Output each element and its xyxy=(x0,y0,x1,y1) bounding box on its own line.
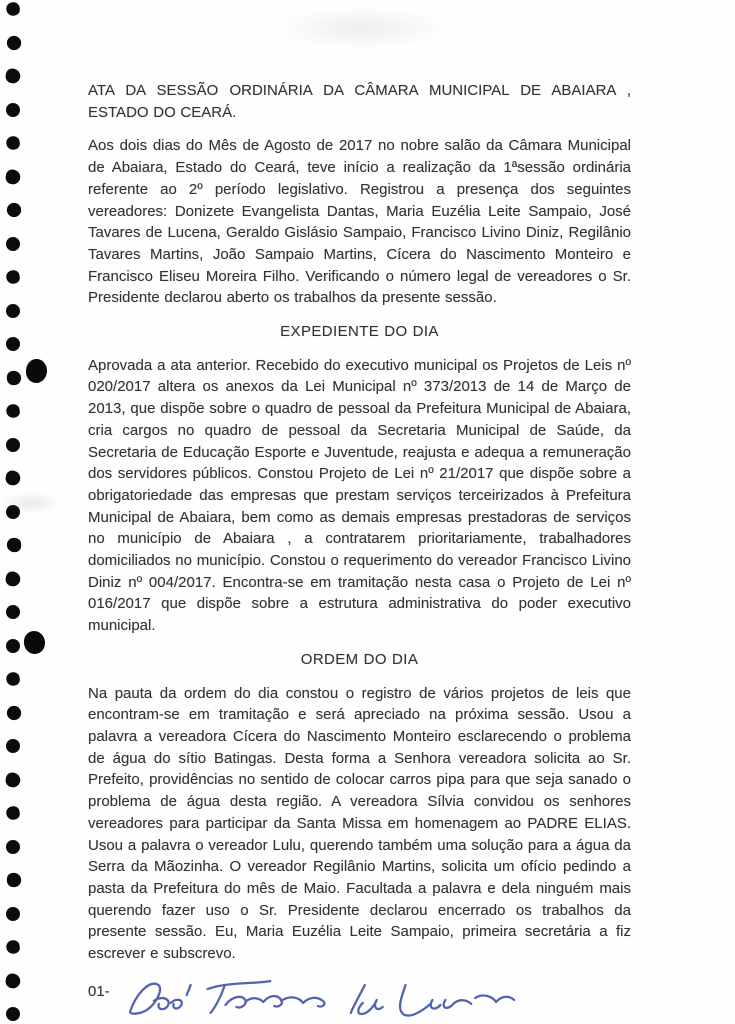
binding-hole xyxy=(6,505,20,519)
binding-hole xyxy=(6,337,20,351)
binding-hole xyxy=(4,972,21,989)
binding-hole xyxy=(4,469,21,486)
binding-holes xyxy=(6,2,20,1021)
section-body-ordem: Na pauta da ordem do dia constou o registro de vários projetos de leis que encontram-se em tramitação e será apreciado na próxima sessão. Usou a palavra a vereadora Cícera do Nascimento Monteiro esclarecendo o problema de água do sítio Batingas. Desta forma a Senhora vereadora solicita ao Sr. Prefeito, providências no sentido de colocar carros pipa para que seja sanado o problema de água desta região. A vereadora Sílvia convidou os senhores vereadores para participar da Santa Missa em homenagem ao PADRE ELIAS. Usou a palavra o vereador Lulu, querendo também uma solução para a água da Serra da Mãozinha. O vereador Regilânio Martins, solicita um ofício pedindo a pasta da Prefeitura do mês de Maio. Facultada a palavra e dela ninguém mais querendo fazer uso o Sr. Presidente declarou encerrado os trabalhos da presente sessão. Eu, Maria Euzélia Leite Sampaio, primeira secretária a fiz escrever e subscrevo. xyxy=(88,684,631,963)
typed-text-block xyxy=(88,80,631,1024)
signature-number: 01- xyxy=(88,982,110,1000)
binding-hole xyxy=(5,671,20,686)
binding-hole xyxy=(4,771,21,788)
binding-hole xyxy=(5,269,20,284)
binding-hole xyxy=(7,35,21,49)
section-heading-ordem: ORDEM DO DIA xyxy=(300,650,419,668)
binding-hole xyxy=(6,605,20,619)
scan-smudge xyxy=(288,6,453,50)
binding-hole xyxy=(5,135,20,150)
binding-hole xyxy=(6,639,20,653)
binding-hole xyxy=(5,403,20,418)
section-body-expediente: Aprovada a ata anterior. Recebido do executivo municipal os Projetos de Leis nº 020/2017 altera os anexos da Lei Municipal nº 373/2013 de 14 de Março de 2013, que dispõe sobre o quadro de pessoal da Prefeitura Municipal de Abaiara, cria cargos no quadro de pessoal da Secretaria Municipal de Saúde, da Secretaria de Educação Esporte e Juventude, reajusta e adequa a remuneração dos servidores públicos. Constou Projeto de Lei nº 21/2017 que dispõe sobre a obrigatoriedade das empresas que prestam serviços terceirizados à Prefeitura Municipal de Abaiara, bem como as demais empresas prestadoras de serviços no município de Abaiara , a contratarem prioritariamente, trabalhadores domiciliados no município. Constou o requerimento do vereador Francisco Livino Diniz nº 004/2017. Encontra-se em tramitação nesta casa o Projeto de Lei nº 016/2017 que dispõe sobre a estrutura administrativa do poder executivo municipal. xyxy=(88,356,631,635)
binding-hole xyxy=(7,873,21,887)
binding-hole xyxy=(7,203,21,217)
ink-dot xyxy=(23,630,46,655)
binding-hole xyxy=(4,168,21,185)
binding-hole xyxy=(6,739,20,753)
binding-hole xyxy=(6,907,20,921)
binding-hole xyxy=(5,939,20,954)
binding-hole xyxy=(6,103,20,117)
signature-line xyxy=(88,974,631,1024)
binding-hole xyxy=(5,805,20,820)
ink-dot xyxy=(24,358,48,385)
binding-hole xyxy=(6,1007,20,1021)
binding-hole xyxy=(6,840,20,854)
binding-hole xyxy=(6,304,20,318)
binding-hole xyxy=(4,67,21,84)
binding-hole xyxy=(7,538,21,552)
binding-hole xyxy=(4,570,21,587)
section-heading-expediente: EXPEDIENTE DO DIA xyxy=(280,323,439,341)
document-title-line1: ATA DA SESSÃO ORDINÁRIA DA CÂMARA MUNICIPAL DE ABAIARA , xyxy=(88,82,631,99)
binding-hole xyxy=(5,1,20,16)
binding-hole xyxy=(6,237,20,251)
binding-hole xyxy=(7,370,21,384)
binding-hole xyxy=(7,705,21,719)
opening-paragraph: Aos dois dias do Mês de Agosto de 2017 no nobre salão da Câmara Municipal de Abaiara, Estado do Ceará, teve início a realização da 1ªsessão ordinária referente ao 2º período legislativo. Registrou a presença dos seguintes vereadores: Donizete Evangelista Dantas, Maria Euzélia Leite Sampaio, José Tavares de Lucena, Geraldo Gislásio Sampaio, Francisco Livino Diniz, Regilânio Tavares Martins, João Sampaio Martins, Cícera do Nascimento Monteiro e Francisco Eliseu Moreira Filho. Verificando o número legal de vereadores o Sr. Presidente declarou aberto os trabalhos da presente sessão. xyxy=(88,137,631,307)
document-title-line2: ESTADO DO CEARÁ. xyxy=(88,103,237,121)
signature-handwriting xyxy=(120,972,518,1024)
binding-hole xyxy=(6,438,20,452)
